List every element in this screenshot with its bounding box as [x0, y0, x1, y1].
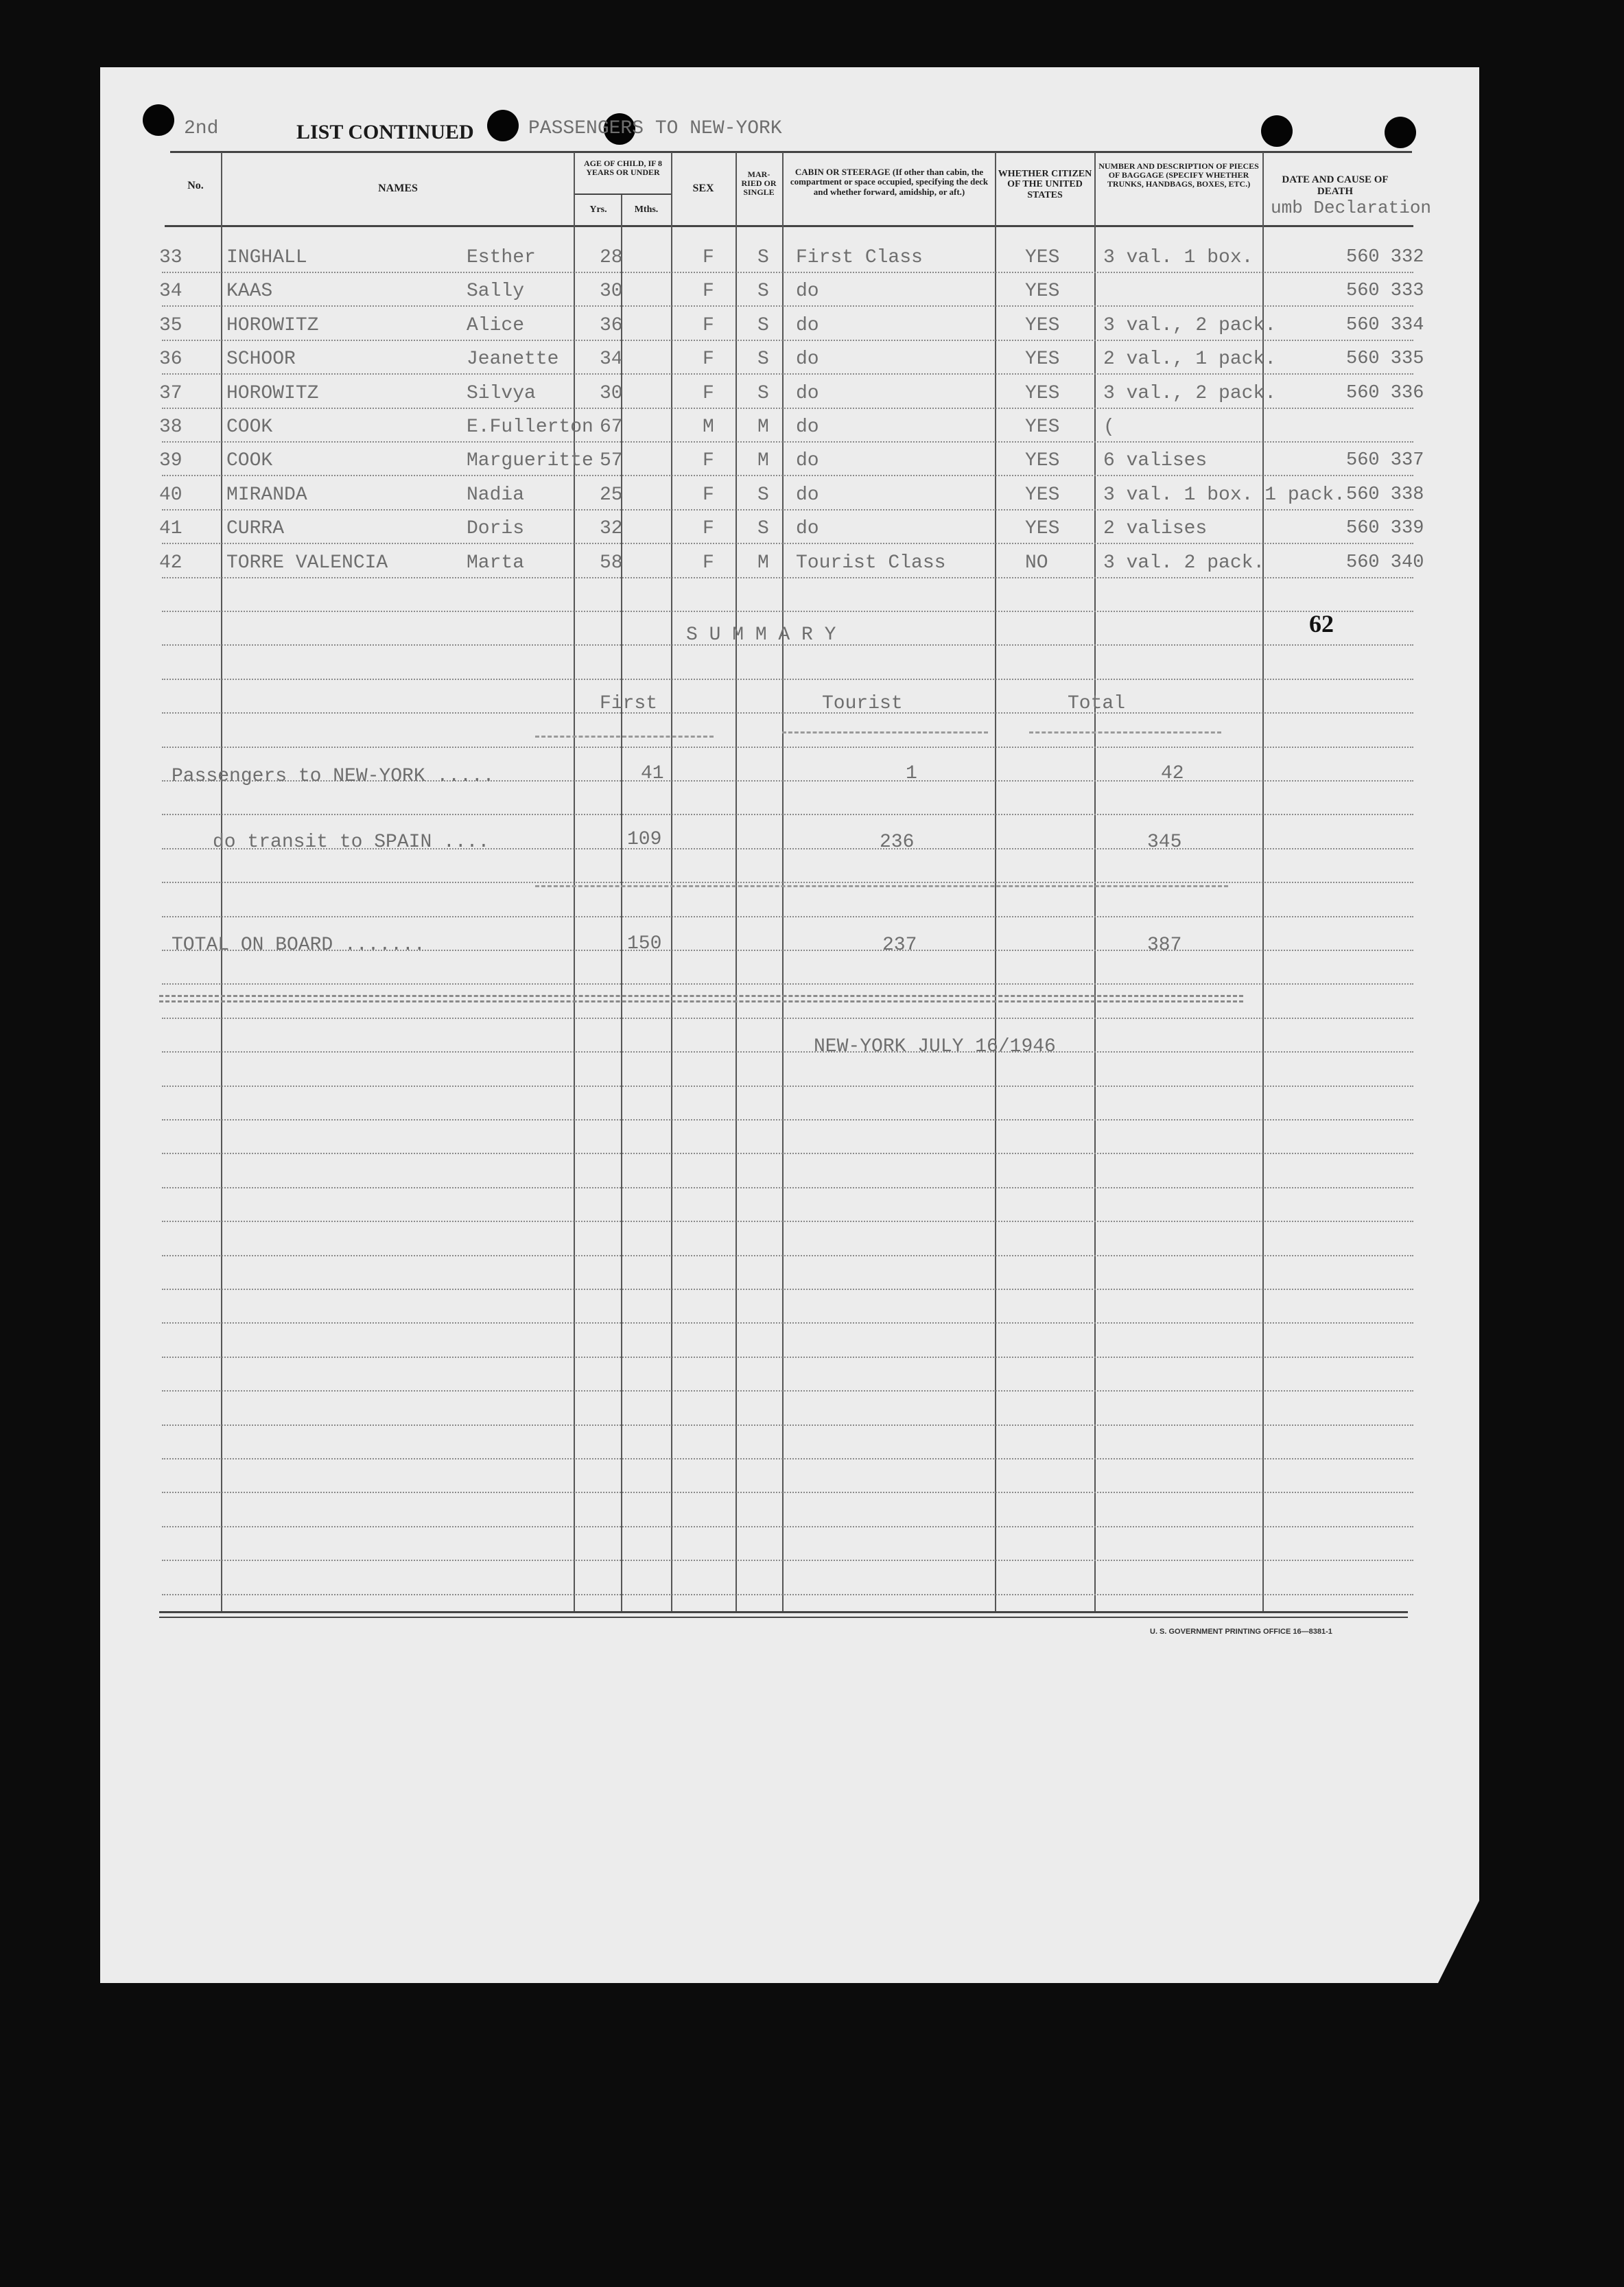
summary-total-rule [535, 885, 1228, 887]
row-rule [162, 373, 1413, 375]
passenger-citizen: YES [1025, 247, 1060, 268]
passenger-cabin: do [796, 450, 819, 472]
passenger-no: 38 [159, 417, 183, 438]
col-header-married: MAR- RIED OR SINGLE [741, 169, 777, 198]
row-rule [162, 1289, 1413, 1290]
passenger-marital-status: S [757, 382, 769, 404]
passenger-cabin: do [796, 518, 819, 540]
passenger-citizen: NO [1025, 552, 1048, 574]
passenger-sex: F [703, 382, 714, 404]
row-rule [162, 272, 1413, 273]
col-header-baggage: NUMBER AND DESCRIPTION OF PIECES OF BAGGAGE (SPECIFY WHETHER TRUNKS, HANDBAGS, BOXES, ETC.) [1098, 161, 1259, 189]
passenger-baggage: 3 val. 1 box. [1103, 247, 1254, 268]
row-rule [162, 340, 1413, 341]
row-rule [162, 882, 1413, 883]
summary-col-total: Total [1068, 693, 1126, 714]
passenger-surname: COOK [226, 450, 273, 472]
summary-row-tourist: 237 [882, 935, 917, 956]
row-rule [162, 1119, 1413, 1121]
passenger-ref-number: 560 332 [1346, 247, 1424, 268]
passenger-cabin: Tourist Class [796, 552, 946, 574]
passenger-ref-number: 560 338 [1346, 484, 1424, 505]
passenger-surname: CURRA [226, 518, 285, 540]
list-prefix: 2nd [184, 118, 219, 139]
passenger-baggage: 3 val. 1 box. 1 pack. [1103, 484, 1345, 506]
row-rule [162, 712, 1413, 714]
passenger-ref-number: 560 339 [1346, 518, 1424, 539]
row-rule [162, 1526, 1413, 1527]
passenger-baggage: 2 valises [1103, 518, 1208, 540]
summary-row-total: 42 [1161, 763, 1184, 784]
punch-hole [143, 104, 174, 136]
summary-col-rule [535, 736, 714, 738]
passenger-marital-status: M [757, 552, 769, 574]
col-header-age: AGE OF CHILD, IF 8 YEARS OR UNDER [583, 159, 663, 178]
passenger-baggage: 2 val., 1 pack. [1103, 349, 1277, 371]
summary-row-first: 109 [627, 829, 662, 850]
passenger-cabin: do [796, 417, 819, 438]
printer-note: U. S. GOVERNMENT PRINTING OFFICE 16—8381-1 [1150, 1628, 1332, 1636]
col-header-yrs: Yrs. [589, 204, 607, 215]
passenger-ref-number: 560 337 [1346, 450, 1424, 471]
table-bottom-rule [159, 1611, 1408, 1613]
passenger-sex: F [703, 281, 714, 303]
row-rule [162, 509, 1413, 511]
passenger-no: 41 [159, 518, 183, 540]
passenger-age: 32 [600, 518, 623, 540]
passenger-baggage: 6 valises [1103, 450, 1208, 472]
row-rule [162, 1357, 1413, 1358]
summary-end-rule [159, 1000, 1243, 1002]
passenger-citizen: YES [1025, 314, 1060, 336]
summary-col-tourist: Tourist [822, 693, 903, 714]
col-header-no: No. [187, 180, 204, 191]
passenger-marital-status: S [757, 247, 769, 268]
row-rule [162, 1187, 1413, 1188]
punch-hole [1385, 117, 1416, 148]
passenger-no: 42 [159, 552, 183, 574]
passenger-ref-number: 560 335 [1346, 349, 1424, 370]
passenger-cabin: do [796, 314, 819, 336]
row-rule [162, 1255, 1413, 1256]
passenger-cabin: do [796, 349, 819, 371]
row-rule [162, 1560, 1413, 1561]
row-rule [162, 1322, 1413, 1324]
row-rule [162, 475, 1413, 476]
row-rule [162, 747, 1413, 748]
passenger-marital-status: S [757, 484, 769, 506]
passenger-baggage: 3 val. 2 pack. [1103, 552, 1265, 574]
row-rule [162, 983, 1413, 985]
summary-row-total: 387 [1147, 935, 1182, 956]
row-rule [162, 543, 1413, 544]
col-header-names: NAMES [378, 183, 418, 194]
passenger-no: 39 [159, 450, 183, 472]
col-header-cabin: CABIN OR STEERAGE (If other than cabin, the compartment or space occupied, specifying the deck and whether forward, amidship, or aft.) [790, 167, 989, 197]
row-rule [162, 577, 1413, 578]
passenger-given-name: Sally [467, 281, 525, 303]
passenger-sex: F [703, 314, 714, 336]
passenger-given-name: E.Fullerton [467, 417, 593, 438]
passenger-given-name: Silvya [467, 382, 536, 404]
passenger-cabin: do [796, 484, 819, 506]
col-divider [621, 193, 622, 1612]
summary-row-tourist: 1 [906, 763, 917, 784]
passenger-age: 36 [600, 314, 623, 336]
passenger-citizen: YES [1025, 417, 1060, 438]
col-header-citizen: WHETHER CITIZEN OF THE UNITED STATES [998, 169, 1092, 200]
passenger-age: 57 [600, 450, 623, 472]
passenger-age: 30 [600, 382, 623, 404]
passenger-cabin: do [796, 382, 819, 404]
death-column-note: umb Declaration [1271, 198, 1432, 218]
passenger-sex: F [703, 518, 714, 540]
passenger-sex: M [703, 417, 714, 438]
row-rule [162, 408, 1413, 409]
passenger-no: 33 [159, 247, 183, 268]
passenger-baggage: 3 val., 2 pack. [1103, 382, 1277, 404]
col-header-death: DATE AND CAUSE OF DEATH [1282, 174, 1389, 197]
passenger-marital-status: S [757, 281, 769, 303]
passenger-surname: HOROWITZ [226, 382, 319, 404]
passenger-no: 34 [159, 281, 183, 303]
col-header-mths: Mths. [634, 204, 659, 215]
passenger-sex: F [703, 484, 714, 506]
passenger-marital-status: M [757, 417, 769, 438]
passenger-citizen: YES [1025, 450, 1060, 472]
row-rule [162, 1153, 1413, 1154]
summary-row-label: Passengers to NEW-YORK ..... [172, 766, 495, 787]
passenger-surname: SCHOOR [226, 349, 296, 371]
passenger-surname: KAAS [226, 281, 273, 303]
age-subheader-rule [575, 193, 671, 195]
place-date: NEW-YORK JULY 16/1946 [814, 1036, 1056, 1057]
passenger-age: 58 [600, 552, 623, 574]
passenger-given-name: Margueritte [467, 450, 593, 472]
passenger-ref-number: 560 333 [1346, 281, 1424, 302]
header-top-rule [170, 151, 1412, 153]
row-rule [162, 1018, 1413, 1019]
typed-heading: PASSENGERS TO NEW-YORK [528, 118, 782, 139]
passenger-citizen: YES [1025, 281, 1060, 303]
page-stamp: 62 [1309, 610, 1334, 637]
summary-col-rule [782, 731, 988, 734]
passenger-baggage: 3 val., 2 pack. [1103, 314, 1277, 336]
summary-heading: S U M M A R Y [686, 624, 836, 646]
passenger-no: 40 [159, 484, 183, 506]
passenger-age: 30 [600, 281, 623, 303]
passenger-sex: F [703, 247, 714, 268]
passenger-age: 67 [600, 417, 623, 438]
passenger-no: 35 [159, 314, 183, 336]
passenger-no: 37 [159, 382, 183, 404]
summary-col-first: First [600, 693, 658, 714]
row-rule [162, 611, 1413, 612]
passenger-ref-number: 560 334 [1346, 314, 1424, 336]
row-rule [162, 441, 1413, 443]
passenger-sex: F [703, 450, 714, 472]
form-title: LIST CONTINUED [296, 121, 474, 143]
passenger-surname: HOROWITZ [226, 314, 319, 336]
passenger-baggage: ( [1103, 417, 1115, 438]
passenger-marital-status: M [757, 450, 769, 472]
row-rule [162, 1424, 1413, 1426]
passenger-ref-number: 560 340 [1346, 552, 1424, 573]
passenger-age: 34 [600, 349, 623, 371]
passenger-surname: MIRANDA [226, 484, 307, 506]
row-rule [162, 679, 1413, 680]
passenger-sex: F [703, 349, 714, 371]
passenger-marital-status: S [757, 518, 769, 540]
summary-col-rule [1029, 731, 1221, 734]
summary-row-label: TOTAL ON BOARD ....... [172, 935, 425, 956]
passenger-citizen: YES [1025, 518, 1060, 540]
col-header-sex: SEX [692, 183, 714, 194]
row-rule [162, 1086, 1413, 1087]
passenger-citizen: YES [1025, 382, 1060, 404]
passenger-sex: F [703, 552, 714, 574]
summary-row-total: 345 [1147, 832, 1182, 853]
passenger-surname: COOK [226, 417, 273, 438]
row-rule [162, 1458, 1413, 1459]
punch-hole [1261, 115, 1293, 147]
row-rule [162, 1221, 1413, 1222]
passenger-citizen: YES [1025, 484, 1060, 506]
row-rule [162, 305, 1413, 307]
summary-end-rule [159, 995, 1243, 997]
row-rule [162, 814, 1413, 815]
passenger-age: 28 [600, 247, 623, 268]
summary-row-tourist: 236 [880, 832, 915, 853]
passenger-cabin: First Class [796, 247, 923, 268]
row-rule [162, 1051, 1413, 1053]
passenger-given-name: Doris [467, 518, 525, 540]
passenger-given-name: Jeanette [467, 349, 559, 371]
passenger-surname: TORRE VALENCIA [226, 552, 388, 574]
passenger-age: 25 [600, 484, 623, 506]
passenger-surname: INGHALL [226, 247, 307, 268]
passenger-given-name: Esther [467, 247, 536, 268]
summary-row-first: 41 [641, 763, 664, 784]
passenger-given-name: Nadia [467, 484, 525, 506]
passenger-no: 36 [159, 349, 183, 371]
passenger-cabin: do [796, 281, 819, 303]
passenger-citizen: YES [1025, 349, 1060, 371]
table-bottom-rule [159, 1617, 1408, 1618]
passenger-given-name: Marta [467, 552, 525, 574]
summary-row-label: do transit to SPAIN .... [213, 832, 490, 853]
passenger-marital-status: S [757, 349, 769, 371]
passenger-ref-number: 560 336 [1346, 382, 1424, 403]
summary-row-first: 150 [627, 933, 662, 954]
passenger-given-name: Alice [467, 314, 525, 336]
row-rule [162, 916, 1413, 917]
punch-hole [487, 110, 519, 141]
header-bottom-rule [165, 225, 1413, 227]
passenger-marital-status: S [757, 314, 769, 336]
row-rule [162, 1492, 1413, 1493]
row-rule [162, 1594, 1413, 1595]
row-rule [162, 1390, 1413, 1392]
